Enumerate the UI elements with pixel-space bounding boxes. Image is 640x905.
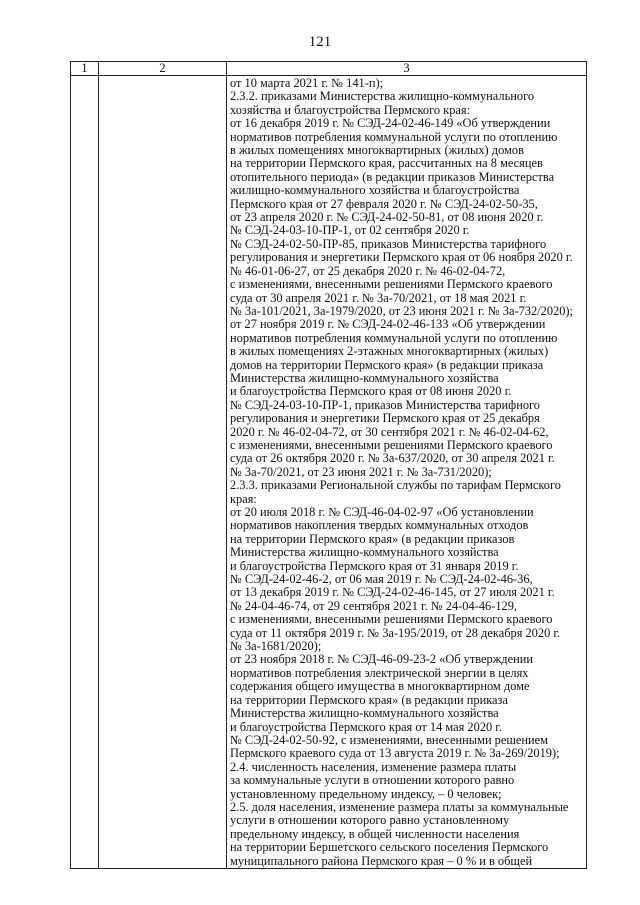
text-line: на территории Пермского края» (в редакции приказов xyxy=(230,532,515,546)
text-line: от 10 марта 2021 г. № 141-п); xyxy=(230,77,384,90)
text-line: с изменениями, внесенными решениями Пермского краевого xyxy=(230,278,553,292)
text-line: от 13 декабря 2019 г. № СЭД-24-02-46-145, от 27 июля 2021 г. xyxy=(230,586,555,600)
text-line: № 3а-1681/2020); xyxy=(230,640,322,654)
text-line: № 3а-101/2021, 3а-1979/2020, от 23 июня 2021 г. № 3а-732/2020); xyxy=(230,304,573,318)
text-line: от 16 декабря 2019 г. № СЭД-24-02-46-149 «Об утверждении xyxy=(230,117,551,131)
text-line: предельному индексу, в общей численности населения xyxy=(230,827,520,841)
text-line: 2.5. доля населения, изменение размера платы за коммунальные xyxy=(230,800,569,814)
table-header-row xyxy=(71,62,587,76)
text-line: Пермского края от 27 февраля 2020 г. № СЭД-24-02-50-35, xyxy=(230,197,538,211)
column-2-cell xyxy=(99,76,227,869)
text-line: нормативов накопления твердых коммунальных отходов xyxy=(230,519,529,533)
text-line: услуги в отношении которого равно установленному xyxy=(230,814,510,828)
text-line: в жилых помещениях 2-этажных многоквартирных (жилых) xyxy=(230,345,549,359)
column-header-1: 1 xyxy=(71,62,99,76)
text-line: содержания общего имущества в многоквартирном доме xyxy=(230,680,530,694)
text-line: № СЭД-24-02-50-92, с изменениями, внесенными решением xyxy=(230,733,549,747)
text-line: отопительного периода» (в редакции приказов Министерства xyxy=(230,170,555,184)
text-line: хозяйства и благоустройства Пермского края: xyxy=(230,103,471,117)
text-line: нормативов потребления коммунальной услуги по отоплению xyxy=(230,331,558,345)
text-line: № 46-01-06-27, от 25 декабря 2020 г. № 46-02-04-72, xyxy=(230,264,506,278)
column-3-text xyxy=(227,76,586,868)
text-line: регулирования и энергетики Пермского края от 25 декабря xyxy=(230,412,540,426)
text-line: суда от 26 октября 2020 г. № 3а-637/2020, от 30 апреля 2021 г. xyxy=(230,452,555,466)
text-line: № 24-04-46-74, от 29 сентября 2021 г. № 24-04-46-129, xyxy=(230,599,518,613)
text-line: и благоустройства Пермского края от 08 июня 2020 г. xyxy=(230,385,512,399)
text-line: Министерства жилищно-коммунального хозяйства xyxy=(230,371,499,385)
text-line: 2.4. численность населения, изменение размера платы xyxy=(230,760,517,774)
text-line: нормативов потребления электрической энергии в целях xyxy=(230,666,529,680)
column-header-3: 3 xyxy=(227,62,587,76)
text-line: № СЭД-24-02-46-2, от 06 мая 2019 г. № СЭД-24-02-46-36, xyxy=(230,573,533,587)
text-line: 2.3.3. приказами Региональной службы по тарифам Пермского xyxy=(230,479,561,493)
text-line: края: xyxy=(230,492,257,506)
text-line: с изменениями, внесенными решениями Пермского краевого xyxy=(230,613,553,627)
text-line: суда от 30 апреля 2021 г. № 3а-70/2021, от 18 мая 2021 г. xyxy=(230,291,527,305)
column-header-2: 2 xyxy=(99,62,227,76)
column-3-cell xyxy=(227,76,587,869)
text-line: регулирования и энергетики Пермского края от 06 ноября 2020 г. xyxy=(230,251,573,265)
text-line: № СЭД-24-03-10-ПР-1, приказов Министерства тарифного xyxy=(230,398,540,412)
text-line: № СЭД-24-02-50-ПР-85, приказов Министерства тарифного xyxy=(230,237,547,251)
text-line: на территории Бершетского сельского поселения Пермского xyxy=(230,841,549,855)
text-line: муниципального района Пермского края – 0 % и в общей xyxy=(230,854,533,868)
text-line: Министерства жилищно-коммунального хозяйства xyxy=(230,707,499,721)
text-line: Министерства жилищно-коммунального хозяйства xyxy=(230,546,499,560)
document-table xyxy=(70,61,587,869)
text-line: в жилых помещениях многоквартирных (жилых) домов xyxy=(230,144,524,158)
text-line: № 3а-70/2021, от 23 июня 2021 г. № 3а-731/2020); xyxy=(230,465,492,479)
text-line: на территории Пермского края, рассчитанных на 8 месяцев xyxy=(230,157,543,171)
text-line: и благоустройства Пермского края от 14 мая 2020 г. xyxy=(230,720,503,734)
text-line: домов на территории Пермского края» (в редакции приказа xyxy=(230,358,544,372)
text-line: Пермского краевого суда от 13 августа 2019 г. № 3а-269/2019); xyxy=(230,747,560,761)
text-line: 2.3.2. приказами Министерства жилищно-коммунального xyxy=(230,90,535,104)
text-line: и благоустройства Пермского края от 31 января 2019 г. xyxy=(230,559,519,573)
text-line: от 27 ноября 2019 г. № СЭД-24-02-46-133 «Об утверждении xyxy=(230,318,546,332)
column-1-cell xyxy=(71,76,99,869)
text-line: нормативов потребления коммунальной услуги по отоплению xyxy=(230,130,558,144)
text-line: с изменениями, внесенными решениями Пермского краевого xyxy=(230,438,553,452)
text-line: 2020 г. № 46-02-04-72, от 30 сентября 2021 г. № 46-02-04-62, xyxy=(230,425,549,439)
text-line: № СЭД-24-03-10-ПР-1, от 02 сентября 2020 г. xyxy=(230,224,470,238)
text-line: за коммунальные услуги в отношении которого равно xyxy=(230,774,515,788)
text-line: от 23 апреля 2020 г. № СЭД-24-02-50-81, от 08 июня 2020 г. xyxy=(230,211,544,225)
text-line: жилищно-коммунального хозяйства и благоустройства xyxy=(230,184,520,198)
text-line: от 20 июля 2018 г. № СЭД-46-04-02-97 «Об установлении xyxy=(230,506,534,519)
text-line: установленному предельному индексу, – 0 человек; xyxy=(230,787,502,801)
text-line: от 23 ноября 2018 г. № СЭД-46-09-23-2 «Об утверждении xyxy=(230,653,534,667)
table-body-row xyxy=(71,76,587,869)
page-number: 121 xyxy=(308,34,332,50)
text-line: суда от 11 октября 2019 г. № 3а-195/2019, от 28 декабря 2020 г. xyxy=(230,626,561,640)
text-line: на территории Пермского края» (в редакции приказа xyxy=(230,693,508,707)
